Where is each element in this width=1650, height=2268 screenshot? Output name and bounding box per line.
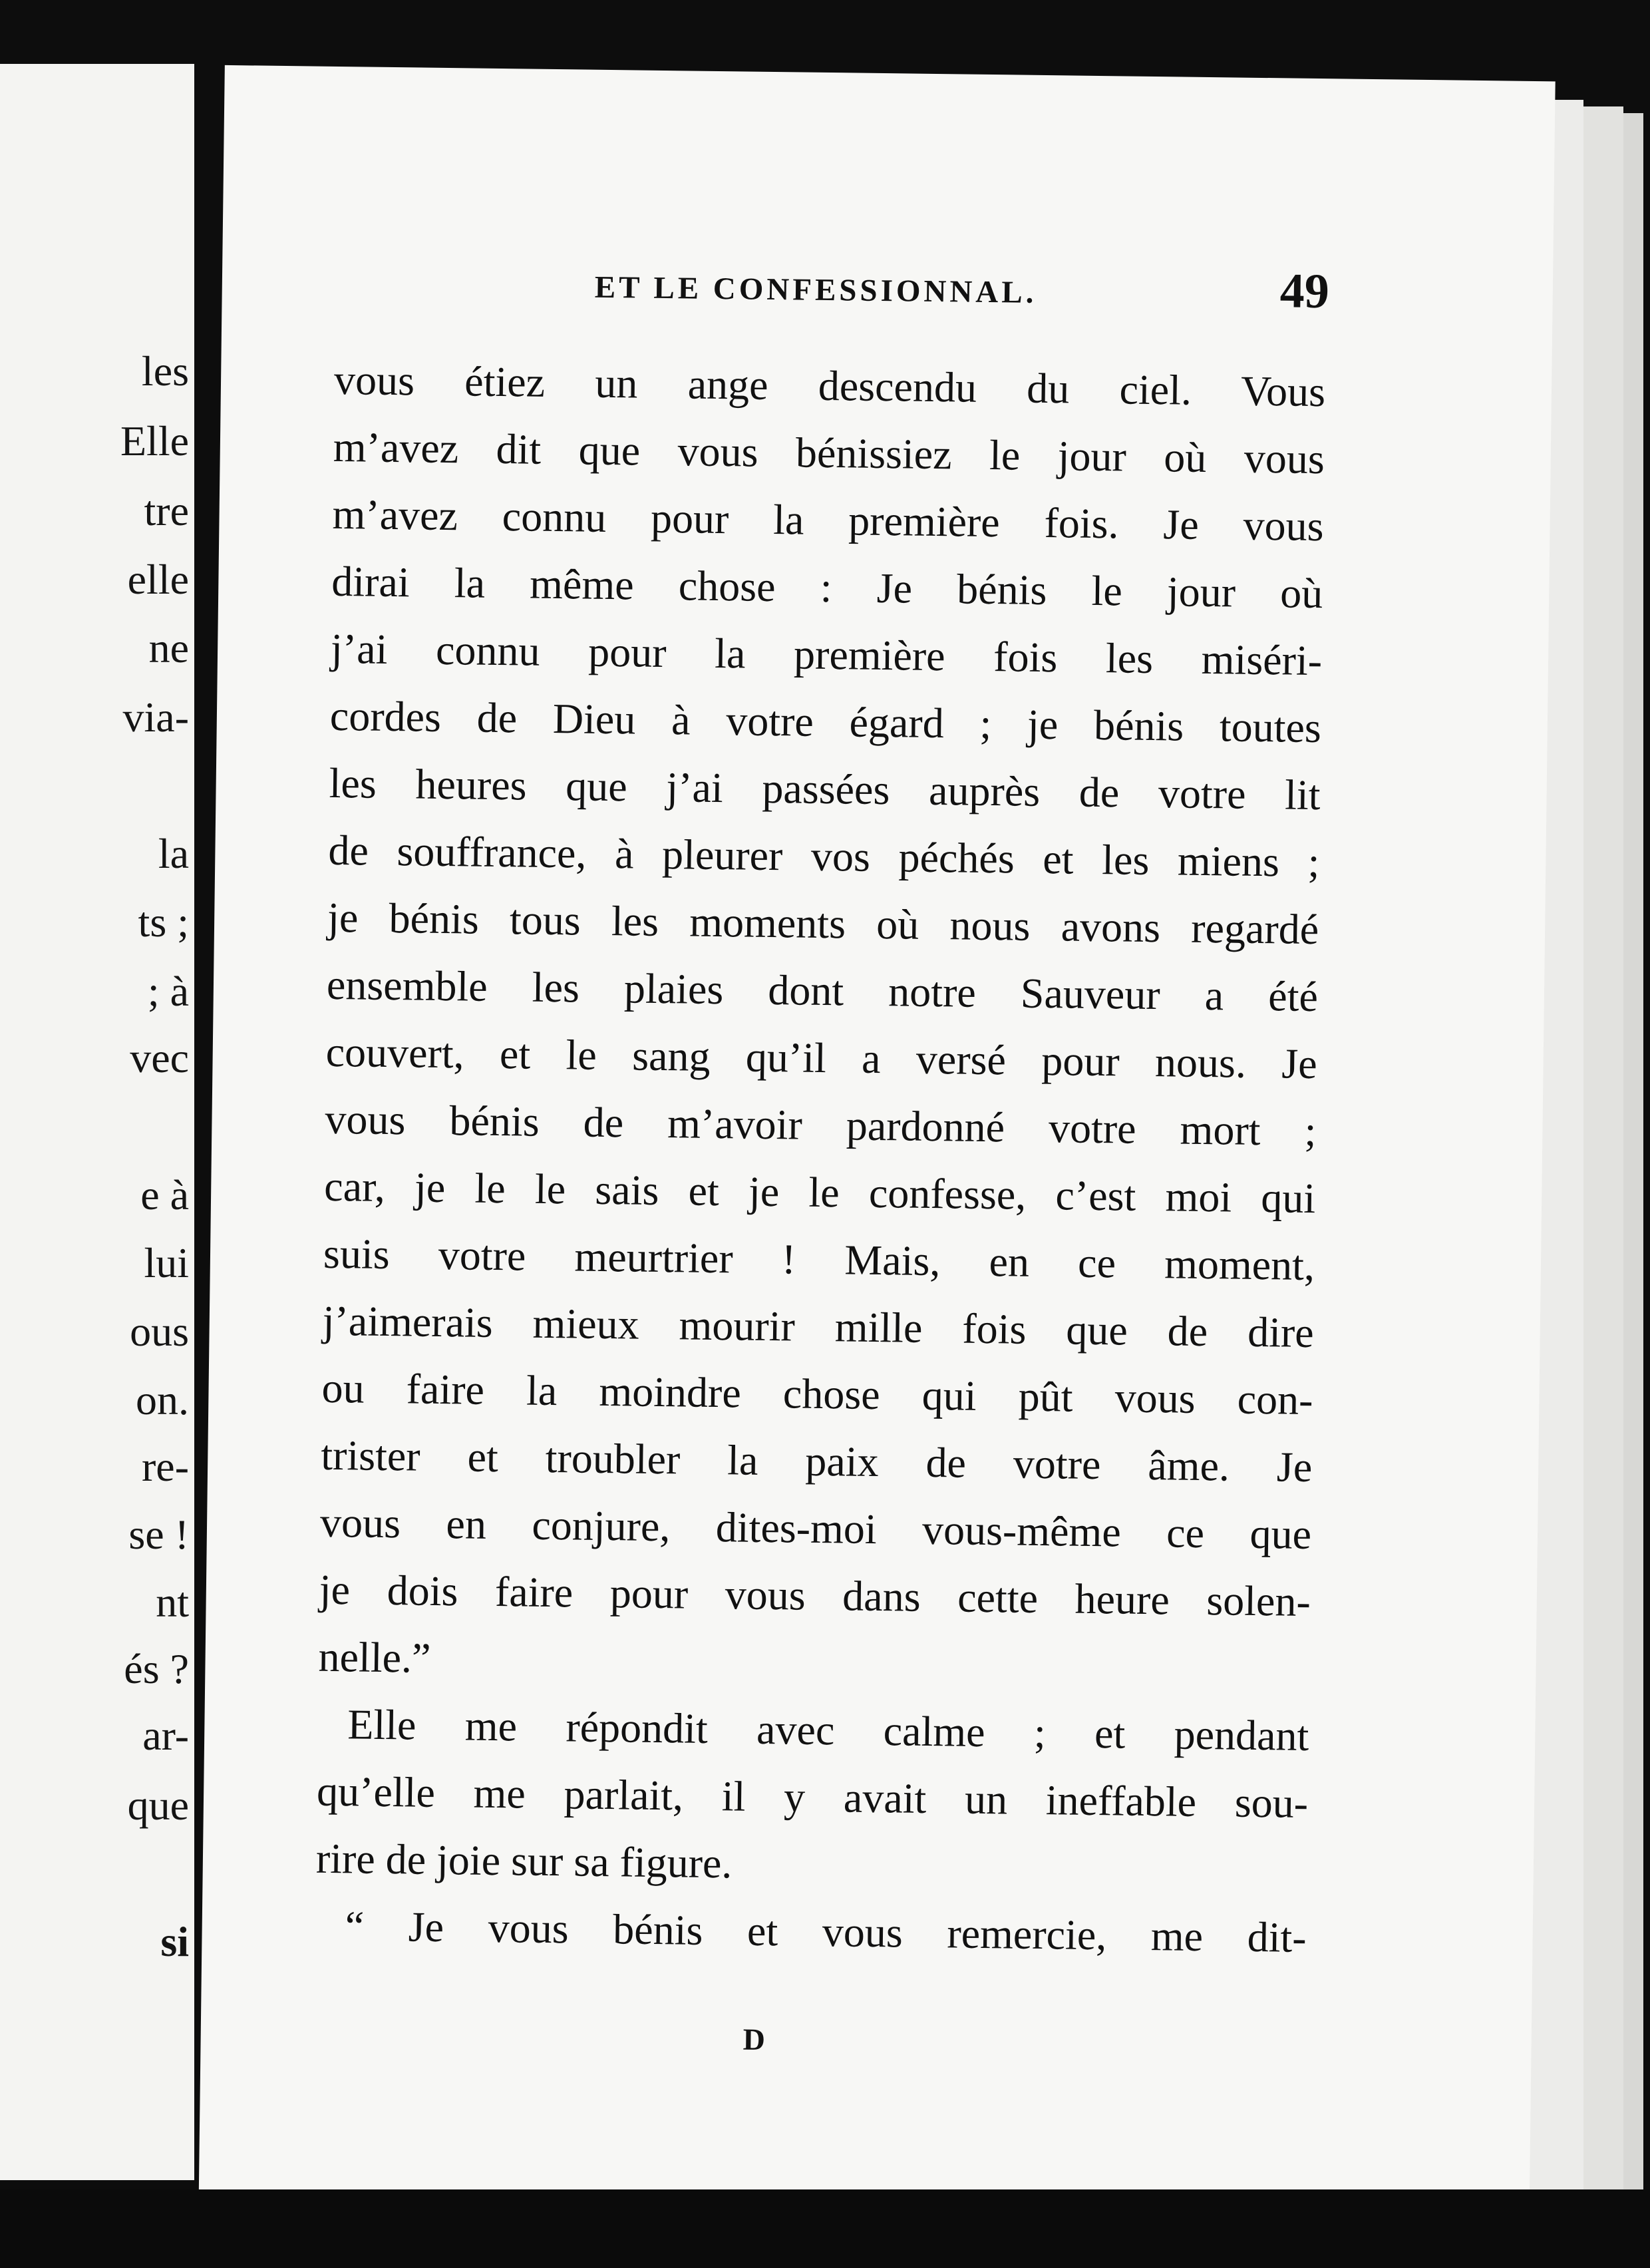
- text-line: vous en conjure, dites-moi vous-même ce que: [319, 1498, 1312, 1559]
- facing-page-fragment: si: [160, 1918, 189, 1965]
- text-line: les heures que j’ai passées auprès de votre lit: [329, 759, 1321, 819]
- running-head: ET LE CONFESSIONNAL.: [594, 270, 1037, 310]
- facing-page-fragment: la: [158, 830, 189, 877]
- text-line: rire de joie sur sa figure.: [315, 1834, 733, 1887]
- text-line: j’ai connu pour la première fois les miséri-: [330, 624, 1323, 685]
- facing-page-fragment: ous: [130, 1308, 189, 1355]
- facing-page-fragment: elle: [127, 556, 189, 603]
- facing-page-fragment: re-: [141, 1443, 189, 1490]
- text-line: dirai la même chose : Je bénis le jour où: [331, 557, 1323, 618]
- facing-page-fragment: vec: [130, 1034, 189, 1081]
- text-line: cordes de Dieu à votre égard ; je bénis toutes: [329, 691, 1322, 752]
- page-number: 49: [1279, 264, 1330, 319]
- facing-page-fragment: ne: [148, 624, 189, 671]
- facing-page-fragment: ts ;: [138, 898, 189, 946]
- text-line: ensemble les plaies dont notre Sauveur a été: [326, 960, 1319, 1021]
- facing-page-fragment: ar-: [142, 1712, 189, 1759]
- text-line: je dois faire pour vous dans cette heure solen-: [319, 1565, 1311, 1626]
- text-line: m’avez connu pour la première fois. Je vous: [332, 490, 1324, 550]
- facing-page-fragment: ; à: [147, 968, 189, 1015]
- facing-page-fragment: les: [141, 347, 189, 395]
- text-line: trister et troubler la paix de votre âme. Je: [320, 1431, 1313, 1491]
- text-line: j’aimerais mieux mourir mille fois que de dire: [322, 1296, 1315, 1357]
- signature-mark: D: [742, 2022, 766, 2057]
- facing-page-fragment: lui: [144, 1239, 189, 1286]
- facing-page-fragment: on.: [136, 1376, 189, 1423]
- text-line: Elle me répondit avec calme ; et pendant: [347, 1700, 1309, 1760]
- facing-page-fragment: que: [127, 1782, 189, 1829]
- text-line: qu’elle me parlait, il y avait un ineffable sou-: [316, 1767, 1309, 1827]
- text-line: je bénis tous les moments où nous avons regardé: [327, 893, 1319, 954]
- text-line: vous étiez un ange descendu du ciel. Vous: [333, 355, 1326, 416]
- text-line: ou faire la moindre chose qui pût vous con-: [321, 1364, 1313, 1424]
- text-line: nelle.”: [318, 1632, 431, 1682]
- facing-page-fragment: se !: [128, 1511, 189, 1558]
- facing-page-fragment: nt: [156, 1579, 189, 1626]
- body-text: [315, 346, 1326, 1971]
- text-line: suis votre meurtrier ! Mais, en ce moment,: [323, 1229, 1315, 1290]
- facing-page-fragment: Elle: [120, 417, 189, 465]
- text-line: “ Je vous bénis et vous remercie, me dit-: [345, 1902, 1307, 1961]
- facing-page: [0, 64, 194, 2180]
- text-line: couvert, et le sang qu’il a versé pour nous. Je: [325, 1028, 1318, 1088]
- facing-page-fragment: és ?: [124, 1645, 189, 1692]
- facing-page-fragment: tre: [144, 487, 189, 534]
- text-line: m’avez dit que vous bénissiez le jour où vous: [333, 423, 1325, 483]
- facing-page-fragment: e à: [140, 1171, 189, 1219]
- book-page: [198, 65, 1555, 2237]
- text-line: de souffrance, à pleurer vos péchés et les miens ;: [328, 826, 1320, 886]
- text-line: car, je le le sais et je le confesse, c’est moi qui: [323, 1162, 1316, 1223]
- facing-page-fragment: via-: [122, 693, 189, 741]
- scan-shadow: [0, 2189, 1650, 2268]
- text-line: vous bénis de m’avoir pardonné votre mort ;: [325, 1095, 1317, 1155]
